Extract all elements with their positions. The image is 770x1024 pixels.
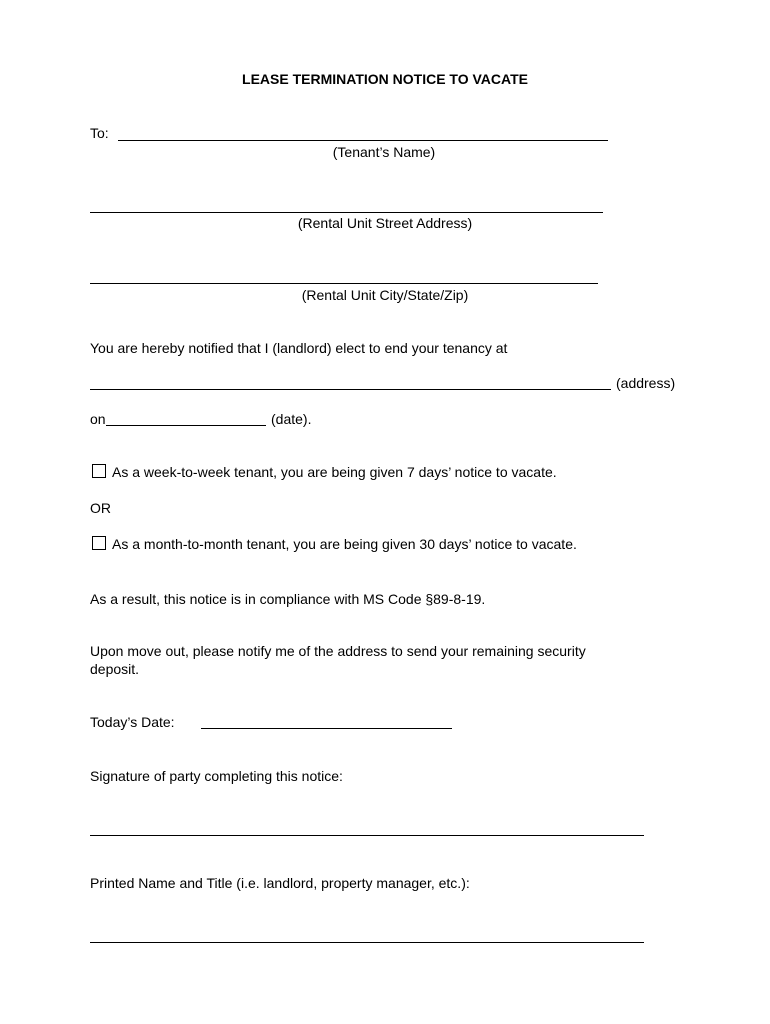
tenant-name-line[interactable] xyxy=(118,140,608,141)
document-title: LEASE TERMINATION NOTICE TO VACATE xyxy=(242,71,528,87)
printed-name-label: Printed Name and Title (i.e. landlord, property manager, etc.): xyxy=(90,875,470,891)
tenant-name-caption: (Tenant’s Name) xyxy=(332,144,436,160)
month-to-month-checkbox[interactable] xyxy=(92,536,106,550)
notice-text: You are hereby notified that I (landlord) elect to end your tenancy at xyxy=(90,340,508,356)
end-date-line[interactable] xyxy=(106,425,266,426)
compliance-text: As a result, this notice is in compliance with MS Code §89-8-19. xyxy=(90,591,486,607)
signature-label: Signature of party completing this notice: xyxy=(90,768,343,784)
month-to-month-option-text: As a month-to-month tenant, you are being given 30 days’ notice to vacate. xyxy=(112,536,577,552)
printed-name-line[interactable] xyxy=(90,942,644,943)
to-label: To: xyxy=(90,125,109,141)
moveout-text-line2: deposit. xyxy=(90,661,140,677)
tenancy-address-line[interactable] xyxy=(90,389,611,390)
week-to-week-checkbox[interactable] xyxy=(92,464,106,478)
address-suffix: (address) xyxy=(616,375,676,391)
moveout-text-line1: Upon move out, please notify me of the address to send your remaining security xyxy=(90,643,586,659)
todays-date-label: Today’s Date: xyxy=(90,714,175,730)
todays-date-line[interactable] xyxy=(201,728,452,729)
on-label: on xyxy=(90,411,106,427)
or-label: OR xyxy=(90,500,111,516)
street-address-line[interactable] xyxy=(90,212,603,213)
city-state-zip-caption: (Rental Unit City/State/Zip) xyxy=(301,287,469,303)
date-suffix: (date). xyxy=(271,411,312,427)
street-address-caption: (Rental Unit Street Address) xyxy=(297,215,473,231)
week-to-week-option-text: As a week-to-week tenant, you are being given 7 days’ notice to vacate. xyxy=(112,464,557,480)
signature-line[interactable] xyxy=(90,835,644,836)
city-state-zip-line[interactable] xyxy=(90,283,598,284)
